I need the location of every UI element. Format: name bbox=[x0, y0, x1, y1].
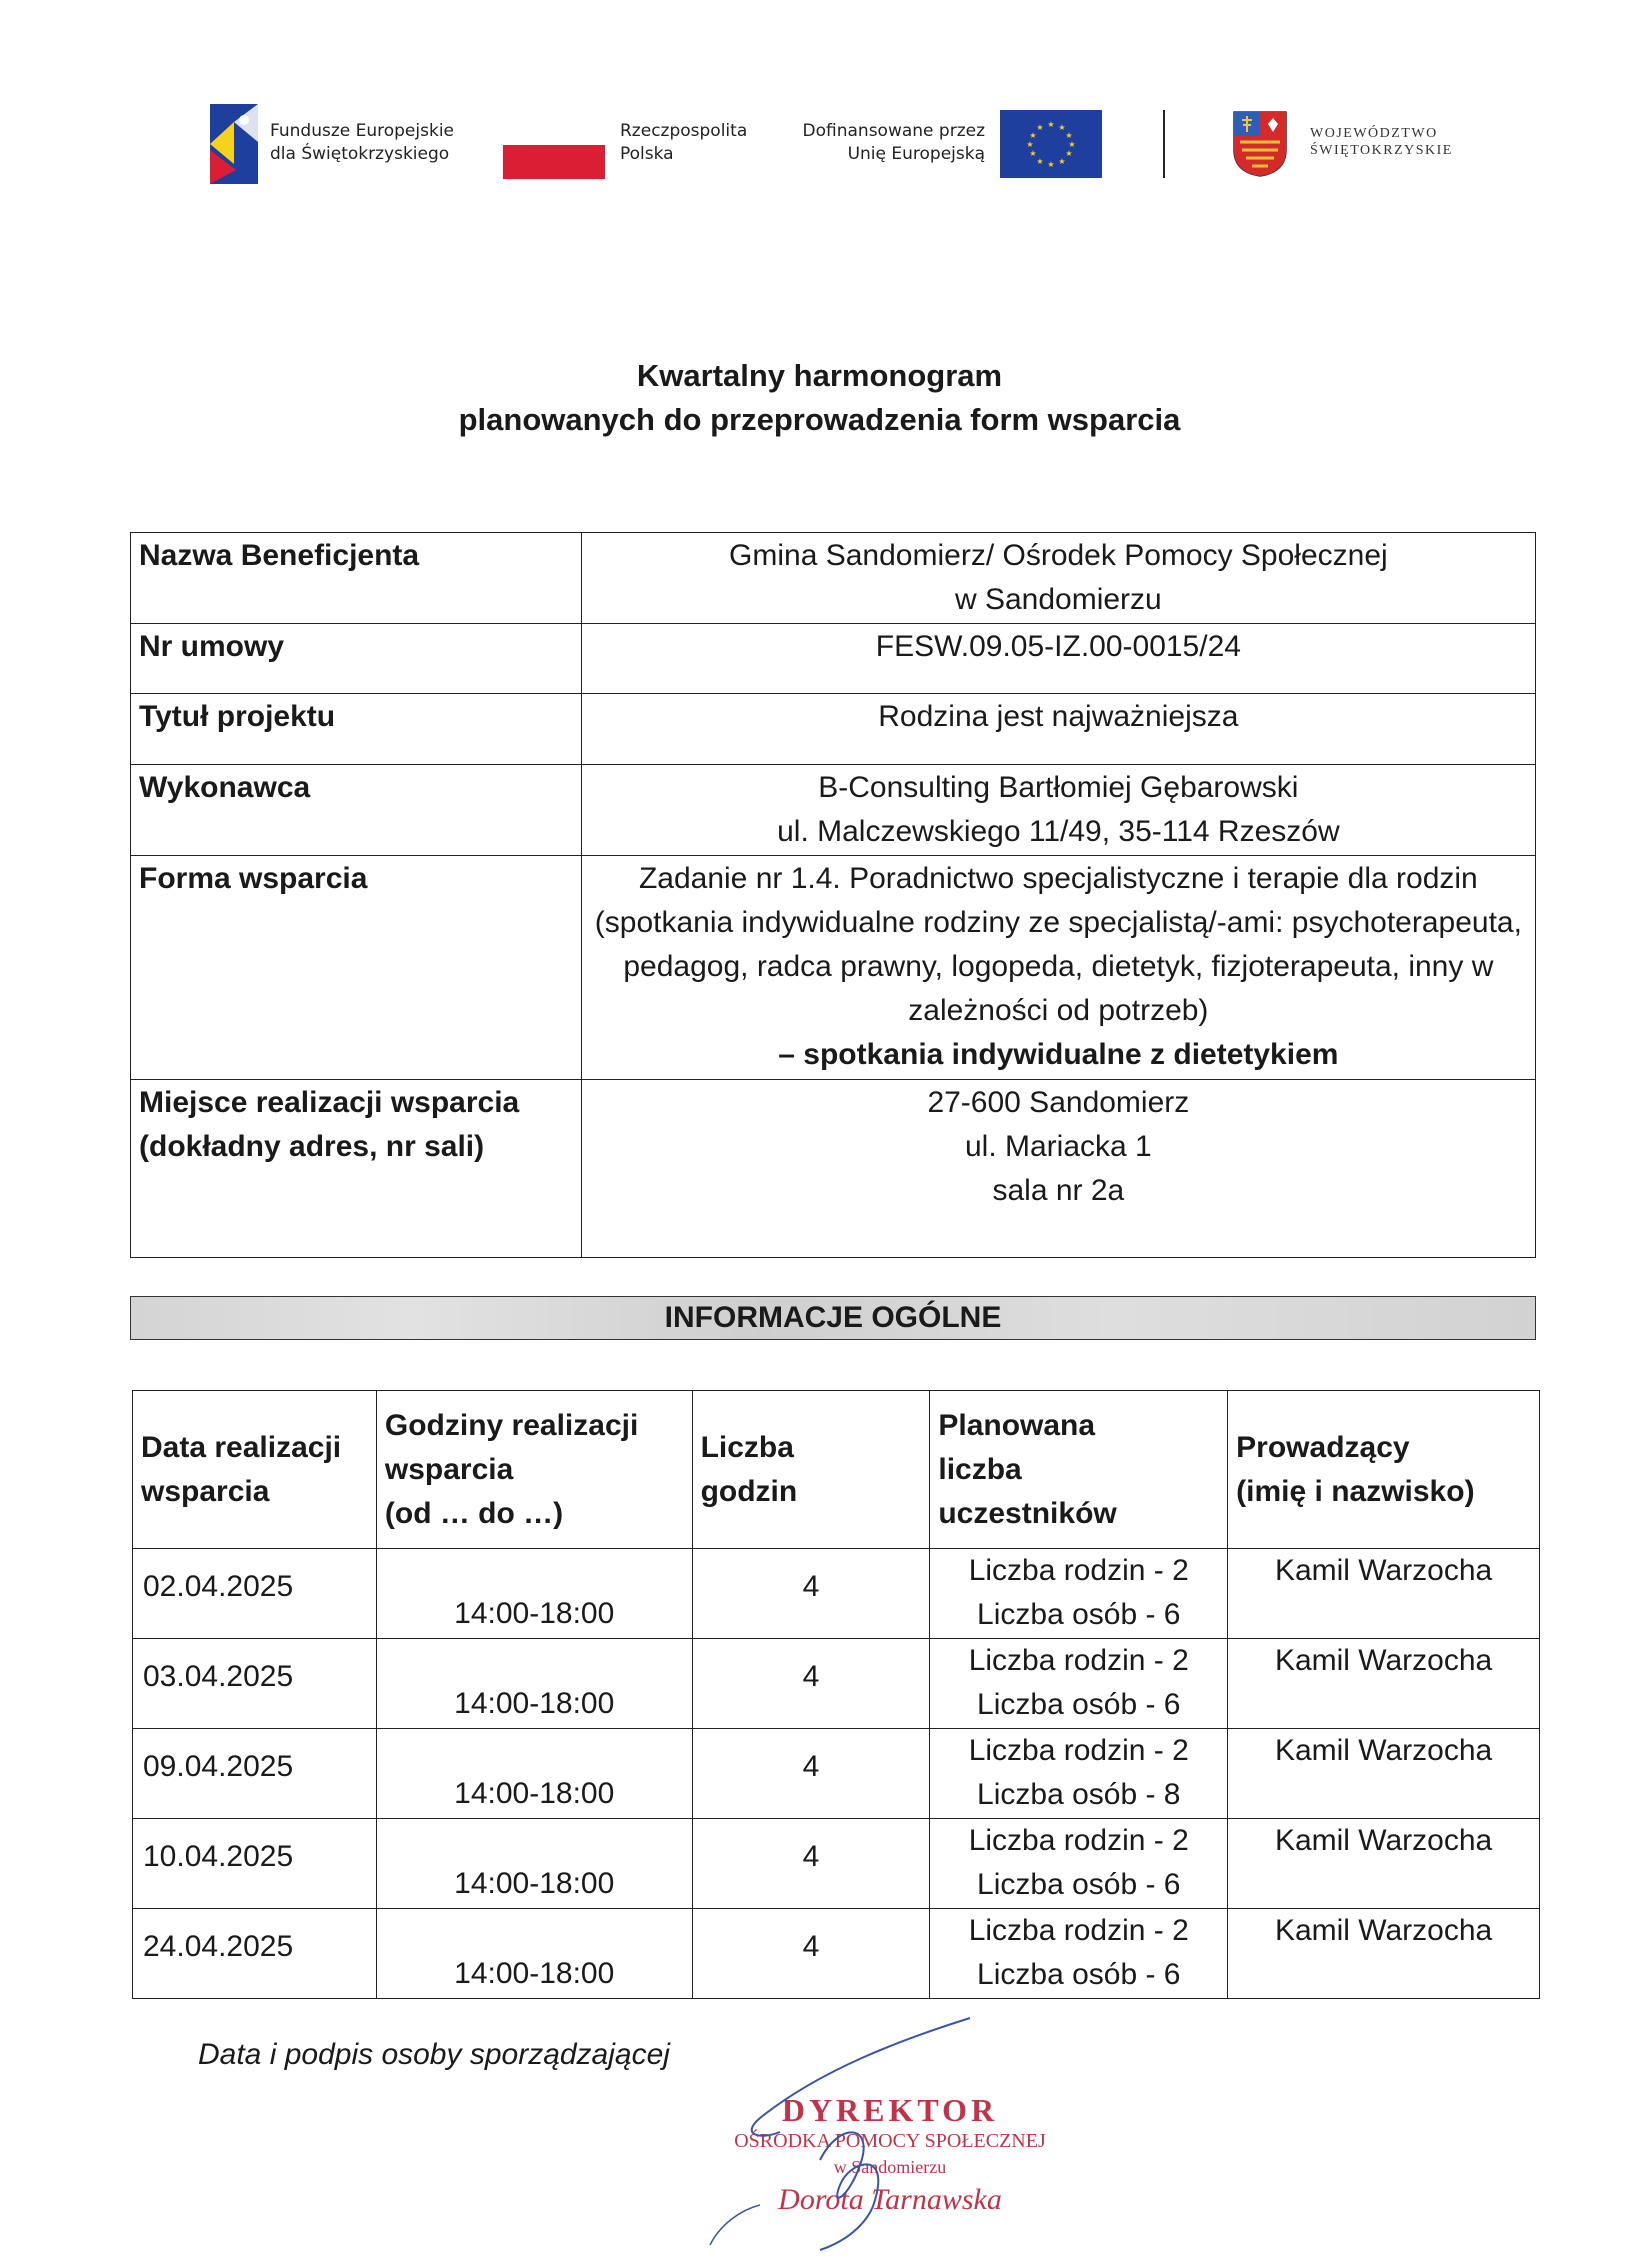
cell-count: 4 bbox=[692, 1909, 930, 1999]
svg-text:★: ★ bbox=[1029, 149, 1037, 158]
cell-date: 09.04.2025 bbox=[133, 1729, 377, 1819]
svg-text:★: ★ bbox=[1058, 157, 1066, 166]
schedule-header-row bbox=[133, 1391, 1540, 1549]
cell-participants bbox=[930, 1549, 1228, 1639]
fe-line1: Fundusze Europejskie bbox=[270, 121, 454, 141]
fe-logo bbox=[210, 104, 258, 184]
table-row bbox=[133, 1909, 1540, 1999]
support-form-highlight: – spotkania indywidualne z dietetykiem bbox=[778, 1038, 1339, 1071]
families-count: Liczba rodzin - 2 bbox=[968, 1554, 1189, 1587]
info-value-cell bbox=[581, 856, 1535, 1080]
table-row bbox=[133, 1549, 1540, 1639]
info-value: 27-600 Sandomierz ul. Mariacka 1 sala nr 2a bbox=[581, 1080, 1535, 1258]
ue-logo-text bbox=[790, 120, 985, 166]
woj-crest-icon bbox=[1232, 110, 1288, 178]
col-header-leader: Prowadzący (imię i nazwisko) bbox=[1228, 1391, 1540, 1549]
fe-line2: dla Świętokrzyskiego bbox=[270, 144, 450, 164]
cell-count: 4 bbox=[692, 1639, 930, 1729]
info-label: Forma wsparcia bbox=[131, 856, 582, 1080]
cell-leader: Kamil Warzocha bbox=[1228, 1819, 1540, 1909]
cell-date: 03.04.2025 bbox=[133, 1639, 377, 1729]
svg-text:★: ★ bbox=[1047, 160, 1055, 169]
ue-line1: Dofinansowane przez bbox=[802, 121, 985, 141]
page-title-line1: Kwartalny harmonogram bbox=[636, 358, 1003, 393]
woj-line2: ŚWIĘTOKRZYSKIE bbox=[1310, 143, 1453, 158]
eu-flag-icon bbox=[1000, 110, 1102, 178]
cell-date: 10.04.2025 bbox=[133, 1819, 377, 1909]
col-header-date: Data realizacji wsparcia bbox=[133, 1391, 377, 1549]
rp-flag bbox=[503, 145, 605, 179]
woj-line1: WOJEWÓDZTWO bbox=[1310, 126, 1438, 141]
svg-text:★: ★ bbox=[1026, 140, 1034, 149]
info-label: Nazwa Beneficjenta bbox=[131, 533, 582, 624]
cell-leader: Kamil Warzocha bbox=[1228, 1549, 1540, 1639]
info-value: B-Consulting Bartłomiej Gębarowski ul. Malczewskiego 11/49, 35-114 Rzeszów bbox=[581, 765, 1535, 856]
col-header-count: Liczba godzin bbox=[692, 1391, 930, 1549]
families-count: Liczba rodzin - 2 bbox=[968, 1914, 1189, 1947]
rp-logo-text bbox=[620, 120, 747, 166]
info-row bbox=[131, 533, 1536, 624]
info-label: Nr umowy bbox=[131, 624, 582, 694]
stamp-title: DYREKTOR bbox=[781, 2092, 999, 2128]
woj-logo-text bbox=[1310, 125, 1453, 159]
fe-logo-text bbox=[270, 120, 454, 166]
persons-count: Liczba osób - 6 bbox=[977, 1958, 1181, 1991]
cell-participants bbox=[930, 1909, 1228, 1999]
svg-text:★: ★ bbox=[1029, 131, 1037, 140]
info-row bbox=[131, 624, 1536, 694]
families-count: Liczba rodzin - 2 bbox=[968, 1644, 1189, 1677]
cell-leader: Kamil Warzocha bbox=[1228, 1729, 1540, 1819]
beneficiary-info-table bbox=[130, 532, 1536, 1258]
persons-count: Liczba osób - 6 bbox=[977, 1688, 1181, 1721]
svg-text:★: ★ bbox=[1065, 131, 1073, 140]
persons-count: Liczba osób - 6 bbox=[977, 1868, 1181, 1901]
cell-date: 02.04.2025 bbox=[133, 1549, 377, 1639]
table-row bbox=[133, 1729, 1540, 1819]
cell-participants bbox=[930, 1639, 1228, 1729]
cell-date: 24.04.2025 bbox=[133, 1909, 377, 1999]
cell-hours: 14:00-18:00 bbox=[376, 1729, 692, 1819]
cell-hours: 14:00-18:00 bbox=[376, 1909, 692, 1999]
cell-count: 4 bbox=[692, 1549, 930, 1639]
persons-count: Liczba osób - 6 bbox=[977, 1598, 1181, 1631]
table-row bbox=[133, 1639, 1540, 1729]
table-row bbox=[133, 1819, 1540, 1909]
info-label: Tytuł projektu bbox=[131, 694, 582, 765]
cell-leader: Kamil Warzocha bbox=[1228, 1909, 1540, 1999]
stamp-institution: OŚRODKA POMOCY SPOŁECZNEJ bbox=[734, 2130, 1046, 2152]
woj-crest bbox=[1232, 110, 1288, 178]
col-header-participants: Planowana liczba uczestników bbox=[930, 1391, 1228, 1549]
page-title-line2: planowanych do przeprowadzenia form wsparcia bbox=[458, 402, 1181, 437]
cell-participants bbox=[930, 1819, 1228, 1909]
info-value: Rodzina jest najważniejsza bbox=[581, 694, 1535, 765]
header-divider bbox=[1163, 110, 1165, 178]
rp-line2: Polska bbox=[620, 144, 674, 164]
families-count: Liczba rodzin - 2 bbox=[968, 1734, 1189, 1767]
svg-text:★: ★ bbox=[1065, 149, 1073, 158]
cell-hours: 14:00-18:00 bbox=[376, 1639, 692, 1729]
info-value: Gmina Sandomierz/ Ośrodek Pomocy Społecznej w Sandomierzu bbox=[581, 533, 1535, 624]
ue-line2: Unię Europejską bbox=[847, 144, 985, 164]
info-row bbox=[131, 856, 1536, 1080]
info-row bbox=[131, 694, 1536, 765]
svg-text:★: ★ bbox=[1047, 120, 1055, 129]
cell-hours: 14:00-18:00 bbox=[376, 1819, 692, 1909]
schedule-table bbox=[132, 1390, 1540, 1999]
rp-line1: Rzeczpospolita bbox=[620, 121, 748, 141]
signature-label: Data i podpis osoby sporządzającej bbox=[198, 2038, 670, 2071]
info-row bbox=[131, 1080, 1536, 1258]
col-header-hours: Godziny realizacji wsparcia (od … do …) bbox=[376, 1391, 692, 1549]
cell-hours: 14:00-18:00 bbox=[376, 1549, 692, 1639]
info-label: Miejsce realizacji wsparcia (dokładny adres, nr sali) bbox=[131, 1080, 582, 1258]
cell-count: 4 bbox=[692, 1819, 930, 1909]
fe-logo-icon bbox=[210, 104, 258, 184]
info-value: FESW.09.05-IZ.00-0015/24 bbox=[581, 624, 1535, 694]
support-form-description: Zadanie nr 1.4. Poradnictwo specjalistyczne i terapie dla rodzin (spotkania indywidualne rodziny ze specjalistą/-ami: psychoterapeuta, pedagog, radca prawny, logopeda, dietetyk, fizjoterapeuta, inny w zależności od potrzeb) bbox=[594, 862, 1522, 1027]
cell-leader: Kamil Warzocha bbox=[1228, 1639, 1540, 1729]
cell-participants bbox=[930, 1729, 1228, 1819]
svg-text:★: ★ bbox=[1036, 157, 1044, 166]
persons-count: Liczba osób - 8 bbox=[977, 1778, 1181, 1811]
handwritten-signature-icon bbox=[700, 2010, 990, 2255]
families-count: Liczba rodzin - 2 bbox=[968, 1824, 1189, 1857]
eu-flag bbox=[1000, 110, 1102, 178]
cell-count: 4 bbox=[692, 1729, 930, 1819]
section-title: INFORMACJE OGÓLNE bbox=[130, 1296, 1536, 1340]
info-row bbox=[131, 765, 1536, 856]
svg-text:★: ★ bbox=[1036, 123, 1044, 132]
stamp-city: w Sandomierzu bbox=[833, 2157, 947, 2177]
stamp-name: Dorota Tarnawska bbox=[778, 2183, 1002, 2216]
svg-text:★: ★ bbox=[1068, 140, 1076, 149]
info-label: Wykonawca bbox=[131, 765, 582, 856]
svg-text:★: ★ bbox=[1058, 123, 1066, 132]
